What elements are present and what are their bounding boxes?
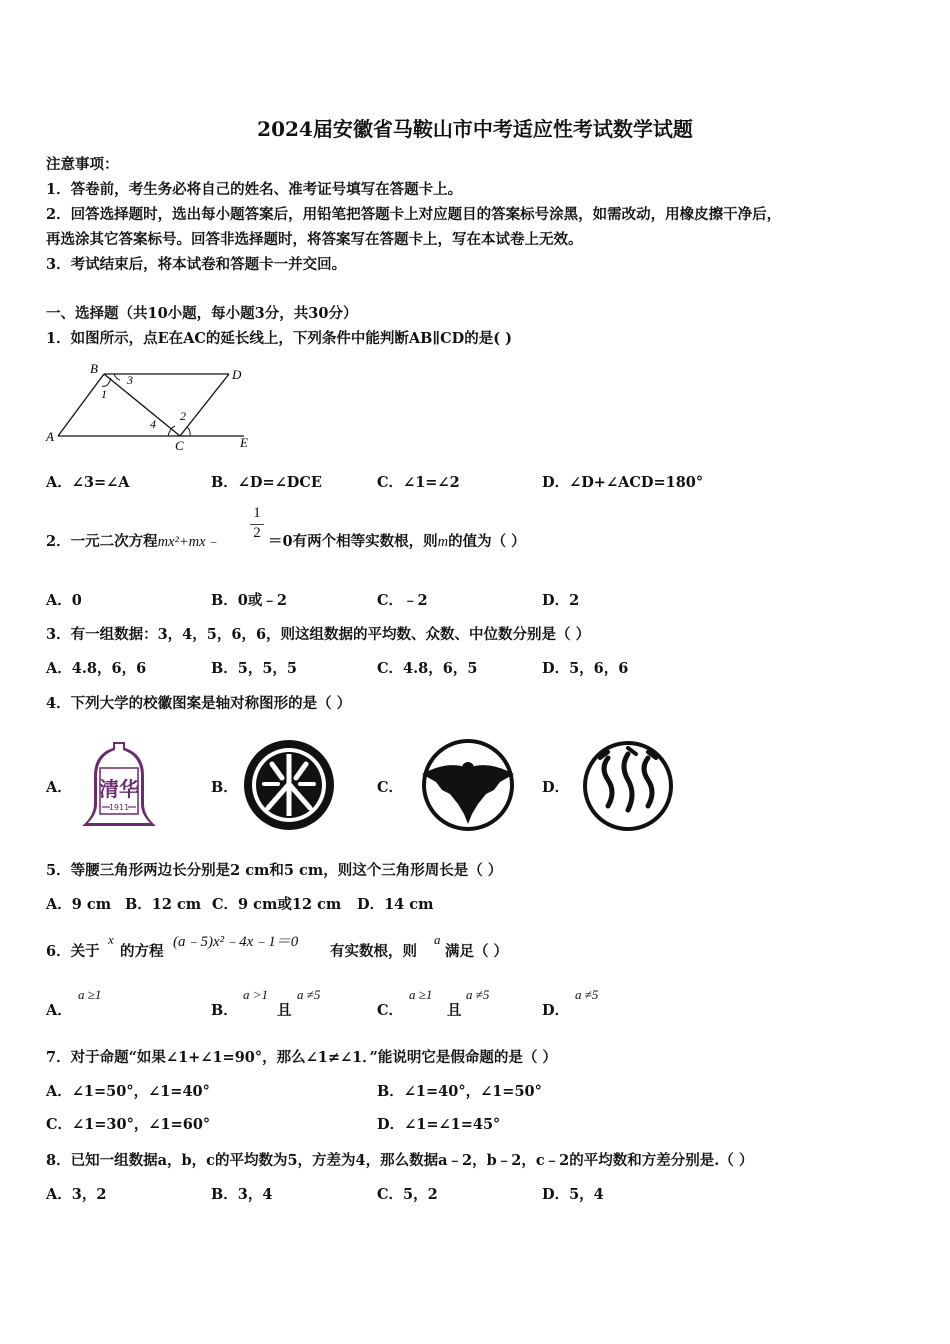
peking-emblem xyxy=(242,738,336,832)
q3-option-d[interactable]: D．5，6，6 xyxy=(542,660,629,677)
q2-expr: mx²+mx﹣ xyxy=(157,534,221,550)
label-d: D xyxy=(232,367,242,382)
page-title: 2024届安徽省马鞍山市中考适应性考试数学试题 xyxy=(257,117,693,141)
q8-option-a[interactable]: A．3，2 xyxy=(46,1186,107,1203)
notice-heading: 注意事项： xyxy=(46,156,119,173)
q6-option-d-label[interactable]: D． xyxy=(542,1002,570,1019)
label-a: A xyxy=(46,429,54,444)
q3-option-b[interactable]: B．5，5，5 xyxy=(211,660,298,677)
q5-option-d[interactable]: D．14 cm xyxy=(357,896,434,913)
tsinghua-characters: 清华 xyxy=(99,777,139,801)
tsinghua-emblem xyxy=(78,736,160,834)
q6-option-a-label[interactable]: A． xyxy=(46,1002,72,1019)
notice-item-3: 3．考试结束后，将本试卷和答题卡一并交回。 xyxy=(46,256,347,273)
q7-option-d[interactable]: D．∠1=∠1=45° xyxy=(377,1116,501,1133)
q6-option-b-label[interactable]: B． xyxy=(211,1002,238,1019)
q2-post: ＝0有两个相等实数根，则 xyxy=(268,533,438,550)
notice-item-1: 1．答卷前，考生务必将自己的姓名、准考证号填写在答题卡上。 xyxy=(46,181,463,198)
q1-option-c[interactable]: C．∠1=∠2 xyxy=(377,474,460,491)
q2-post2: 的值为（ ） xyxy=(448,533,526,550)
q5-option-a[interactable]: A．9 cm xyxy=(46,896,112,913)
q6-option-d-text: a ≠5 xyxy=(575,987,599,1002)
label-c: C xyxy=(175,438,184,453)
q2-fraction xyxy=(250,505,264,542)
q8-option-b[interactable]: B．3，4 xyxy=(211,1186,273,1203)
q6-option-c-text2: a ≠5 xyxy=(466,987,490,1002)
q5-option-c[interactable]: C．9 cm或12 cm xyxy=(212,896,342,913)
q7-option-c[interactable]: C．∠1=30°，∠1=60° xyxy=(46,1116,211,1133)
tsinghua-year: 1911 xyxy=(108,803,130,812)
label-angle-2: 2 xyxy=(180,409,186,423)
q6-equation: (a﹣5)x²﹣4x﹣1＝0 xyxy=(173,934,299,950)
q4-option-d[interactable]: D． xyxy=(542,779,570,796)
q2-frac-num: 1 xyxy=(253,505,261,521)
q1-option-d[interactable]: D．∠D+∠ACD=180° xyxy=(542,474,704,491)
q2-option-c[interactable]: C．﹣2 xyxy=(377,592,428,609)
eagle-emblem xyxy=(418,738,518,832)
q4-option-c[interactable]: C． xyxy=(377,779,404,796)
label-b: B xyxy=(90,361,98,376)
q2-pre: 2．一元二次方程 xyxy=(46,533,158,550)
q1-figure xyxy=(44,360,264,455)
q3-stem: 3．有一组数据：3，4，5，6，6，则这组数据的平均数、众数、中位数分别是（ ） xyxy=(46,626,591,643)
q2-frac-den: 2 xyxy=(250,524,264,542)
q6-option-a-text: a ≥1 xyxy=(78,987,102,1002)
q7-stem: 7．对于命题“如果∠1+∠1=90°，那么∠1≠∠1．”能说明它是假命题的是（ ） xyxy=(46,1049,557,1066)
q3-option-c[interactable]: C．4.8，6，5 xyxy=(377,660,478,677)
q8-option-c[interactable]: C．5，2 xyxy=(377,1186,438,1203)
q6-post: 有实数根，则 xyxy=(330,943,417,960)
q2-option-d[interactable]: D．2 xyxy=(542,592,580,609)
q7-option-a[interactable]: A．∠1=50°，∠1=40° xyxy=(46,1083,210,1100)
q5-option-b[interactable]: B．12 cm xyxy=(125,896,202,913)
q3-option-a[interactable]: A．4.8，6，6 xyxy=(46,660,147,677)
notice-item-2a: 2．回答选择题时，选出每小题答案后，用铅笔把答题卡上对应题目的答案标号涂黑，如需改动，用橡皮擦干净后， xyxy=(46,206,782,223)
q6-option-b-text2: a ≠5 xyxy=(297,987,321,1002)
label-angle-3: 3 xyxy=(127,373,133,387)
q4-option-a[interactable]: A． xyxy=(46,779,72,796)
q5-stem: 5．等腰三角形两边长分别是2 cm和5 cm，则这个三角形周长是（ ） xyxy=(46,862,503,879)
q2-var-m: m xyxy=(437,534,449,550)
q8-stem: 8．已知一组数据a，b，c的平均数为5，方差为4，那么数据a﹣2，b﹣2，c﹣2的平均数和方差分别是.（ ） xyxy=(46,1152,754,1169)
q6-mid: 的方程 xyxy=(120,943,164,960)
q2-stem-tail xyxy=(268,530,526,551)
q6-var-x: x xyxy=(108,932,114,947)
q6-pre: 6．关于 xyxy=(46,943,100,960)
q6-var-a: a xyxy=(434,932,441,947)
flame-emblem xyxy=(580,740,676,832)
q6-option-c-label[interactable]: C． xyxy=(377,1002,404,1019)
q6-option-b-text1: a >1 xyxy=(243,987,269,1002)
q6-option-c-text1: a ≥1 xyxy=(409,987,433,1002)
q7-option-b[interactable]: B．∠1=40°，∠1=50° xyxy=(377,1083,542,1100)
section-heading: 一、选择题（共10小题，每小题3分，共30分） xyxy=(46,305,358,322)
q1-option-b[interactable]: B．∠D=∠DCE xyxy=(211,474,322,491)
q2-stem xyxy=(46,530,220,551)
q4-stem: 4．下列大学的校徽图案是轴对称图形的是（ ） xyxy=(46,695,352,712)
q6-stem-pre xyxy=(46,940,100,961)
label-angle-1: 1 xyxy=(101,387,107,401)
q6-option-b-and: 且 xyxy=(277,1002,292,1019)
q2-option-b[interactable]: B．0或﹣2 xyxy=(211,592,287,609)
q1-option-a[interactable]: A．∠3=∠A xyxy=(46,474,130,491)
q2-option-a[interactable]: A．0 xyxy=(46,592,82,609)
q4-option-b[interactable]: B． xyxy=(211,779,238,796)
q6-post2: 满足（ ） xyxy=(445,943,509,960)
q1-stem: 1．如图所示，点E在AC的延长线上，下列条件中能判断AB∥CD的是( ) xyxy=(46,330,512,347)
notice-item-2b: 再选涂其它答案标号。回答非选择题时，将答案写在答题卡上，写在本试卷上无效。 xyxy=(46,231,583,248)
q6-option-c-and: 且 xyxy=(447,1002,462,1019)
label-angle-4: 4 xyxy=(150,417,156,431)
label-e: E xyxy=(240,435,248,450)
q8-option-d[interactable]: D．5，4 xyxy=(542,1186,604,1203)
